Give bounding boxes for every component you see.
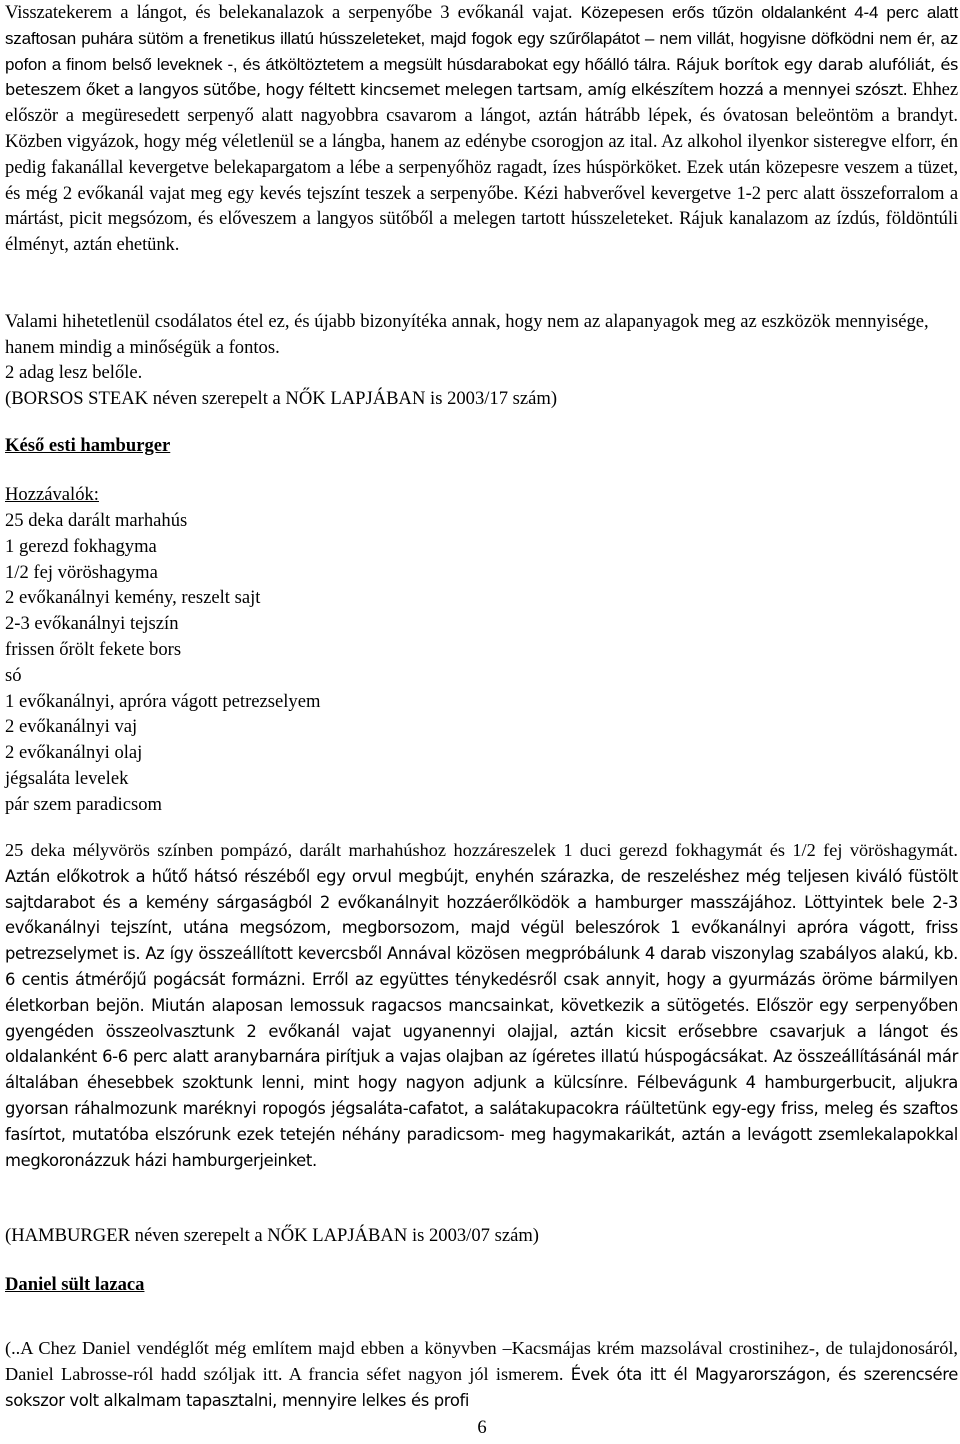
steak-method-sentence-2: Közepesen erős tűzön oldalanként 4-4 perc alatt szaftosan puhára sütöm a frenetikus illatú hússzeleteket, majd fogok egy szűrőlapátot – nem villát, hogyisne döfködni nem ér, az pofon a finom belső leveknek -, és átköltöztetem a megsült húsdarabokat egy hőálló tálra. — [5, 3, 958, 74]
ingredient-item: 1 evőkanálnyi, apróra vágott petrezselyem — [5, 690, 321, 712]
page-number: 6 — [477, 1417, 487, 1438]
salmon-intro-sentence-1: (..A Chez Daniel vendéglőt még említem majd ebben a könyvben –Kacsmájas krém mazsolával crostinihez-, de tulajdonosáról, Daniel Labrosse-ról hadd szóljak itt. A francia séfet nagyon jól ismerem. — [5, 1338, 958, 1384]
ingredient-item: só — [5, 664, 22, 686]
steak-method-sentence-1: Visszatekerem a lángot, és belekanalazok a serpenyőbe 3 evőkanál vajat. — [5, 2, 573, 23]
hamburger-method-sentence-1: 25 deka mélyvörös színben pompázó, darált marhahúshoz hozzáreszelek 1 duci gerezd fokhagymát és 1/2 fej vöröshagymát. — [5, 840, 958, 860]
ingredient-item: 2-3 evőkanálnyi tejszín — [5, 613, 179, 635]
ingredient-item: 1 gerezd fokhagyma — [5, 535, 157, 557]
steak-servings: 2 adag lesz belőle. — [5, 362, 143, 383]
ingredient-item: 25 deka darált marhahús — [5, 510, 188, 531]
hamburger-method-paragraph — [5, 838, 958, 1173]
hamburger-source: (HAMBURGER néven szerepelt a NŐK LAPJÁBAN is 2003/07 szám) — [5, 1225, 539, 1246]
steak-method-sentence-4: Ehhez először a megüresedett serpenyő alatt nagyobbra csavarom a lángot, aztán hátrább lépek, és óvatosan beleöntöm a brandyt. Közben vigyázok, hogy még véletlenül se a lángba, hanem az edénybe csorogjon az ital. Az alkohol ilyenkor sisteregve elforr, én pedig fakanállal kevergetve belekapargatom a lébe a serpenyőhöz ragadt, ízes húspörköket. Ezek után közepesre veszem a tüzet, és még 2 evőkanál vajat meg egy kevés tejszínt teszek a serpenyőbe. Kézi habverővel kevergetve 1-2 perc alatt összeforralom a mártást, picit megsózom, és előveszem a langyos sütőből a melegen tartott hússzeleteket. Rájuk kanalazom az ízdús, földöntúli élményt, aztán ehetünk. — [5, 79, 958, 256]
salmon-intro-paragraph — [5, 1336, 958, 1413]
ingredient-item: 1/2 fej vöröshagyma — [5, 561, 158, 583]
ingredient-item: pár szem paradicsom — [5, 793, 162, 815]
ingredients-label: Hozzávalók: — [5, 484, 99, 505]
ingredient-item: 2 evőkanálnyi vaj — [5, 716, 138, 738]
ingredient-item: frissen őrölt fekete bors — [5, 638, 182, 660]
steak-method-paragraph — [5, 0, 958, 258]
steak-praise: Valami hihetetlenül csodálatos étel ez, és újabb bizonyítéka annak, hogy nem az alapanyagok meg az eszközök mennyisége, hanem mindig a minőségük a fontos. — [5, 311, 929, 358]
steak-source: (BORSOS STEAK néven szerepelt a NŐK LAPJÁBAN is 2003/17 szám) — [5, 388, 558, 409]
hamburger-title: Késő esti hamburger — [5, 435, 171, 456]
ingredient-item: 2 evőkanálnyi kemény, reszelt sajt — [5, 587, 261, 609]
ingredients-list — [5, 508, 320, 818]
salmon-intro-sentence-2: Évek óta itt él Magyarországon, és szerencsére sokszor volt alkalmam tapasztalni, mennyire lelkes és profi — [5, 1364, 958, 1410]
ingredient-item: 2 evőkanálnyi olaj — [5, 742, 143, 764]
salmon-title: Daniel sült lazaca — [5, 1274, 145, 1295]
steak-method-sentence-3: Rájuk borítok egy darab alufóliát, és beteszem őket a langyos sütőbe, hogy féltett kincsemet melegen tartsam, amíg elkészítem hozzá a mennyei szószt. — [5, 54, 959, 100]
ingredient-item: jégsaláta levelek — [5, 767, 129, 789]
hamburger-method-rest: Aztán előkotrok a hűtő hátsó részéből egy orvul megbújt, enyhén szárazka, de reszeléshez még teljesen kiváló füstölt sajtdarabot és a kemény sárgaságból 2 evőkanálnyit hozzáerőlködök a hamburger masszájához. Löttyintek bele 2-3 evőkanálnyi tejszínt, utána megsózom, megborsozom, majd végül beleszórok 1 evőkanálnyi apróra vágott, friss petrezselymet is. Az így összeállított kevercsből Annával közösen megpróbálunk 4 darab viszonylag szabályos alakú, kb. 6 centis átmérőjű pogácsát formázni. Erről az együttes ténykedésről csak annyit, hogy a gyurmázás öröme bármilyen életkorban bejön. Miután alaposan lemossuk ragacsos mancsainkat, következik a sütögetés. Először egy serpenyőben gyengéden összeolvasztunk 2 evőkanál vajat ugyanennyi olajjal, aztán kicsit erősebbre csavarjuk a lángot és oldalanként 6-6 perc alatt aranybarnára pirítjuk a vajas olajban az ígéretes illatú húspogácsákat. Az összeállításánál már általában éhesebbek szoktunk lenni, mint hogy nagyon adjunk a külcsínre. Félbevágunk 4 hamburgerbucit, aljukra gyorsan ráhalmozunk maréknyi ropogós jégsaláta-cafatot, a salátakupacokra ráültetünk egy-egy friss, meleg és szaftos fasírtot, mutatóba elszórunk ezek tetején néhány paradicsom- meg hagymakarikát, aztán a levágott zsemlekalapokkal megkoronázzuk házi hamburgerjeinket. — [5, 866, 958, 1170]
